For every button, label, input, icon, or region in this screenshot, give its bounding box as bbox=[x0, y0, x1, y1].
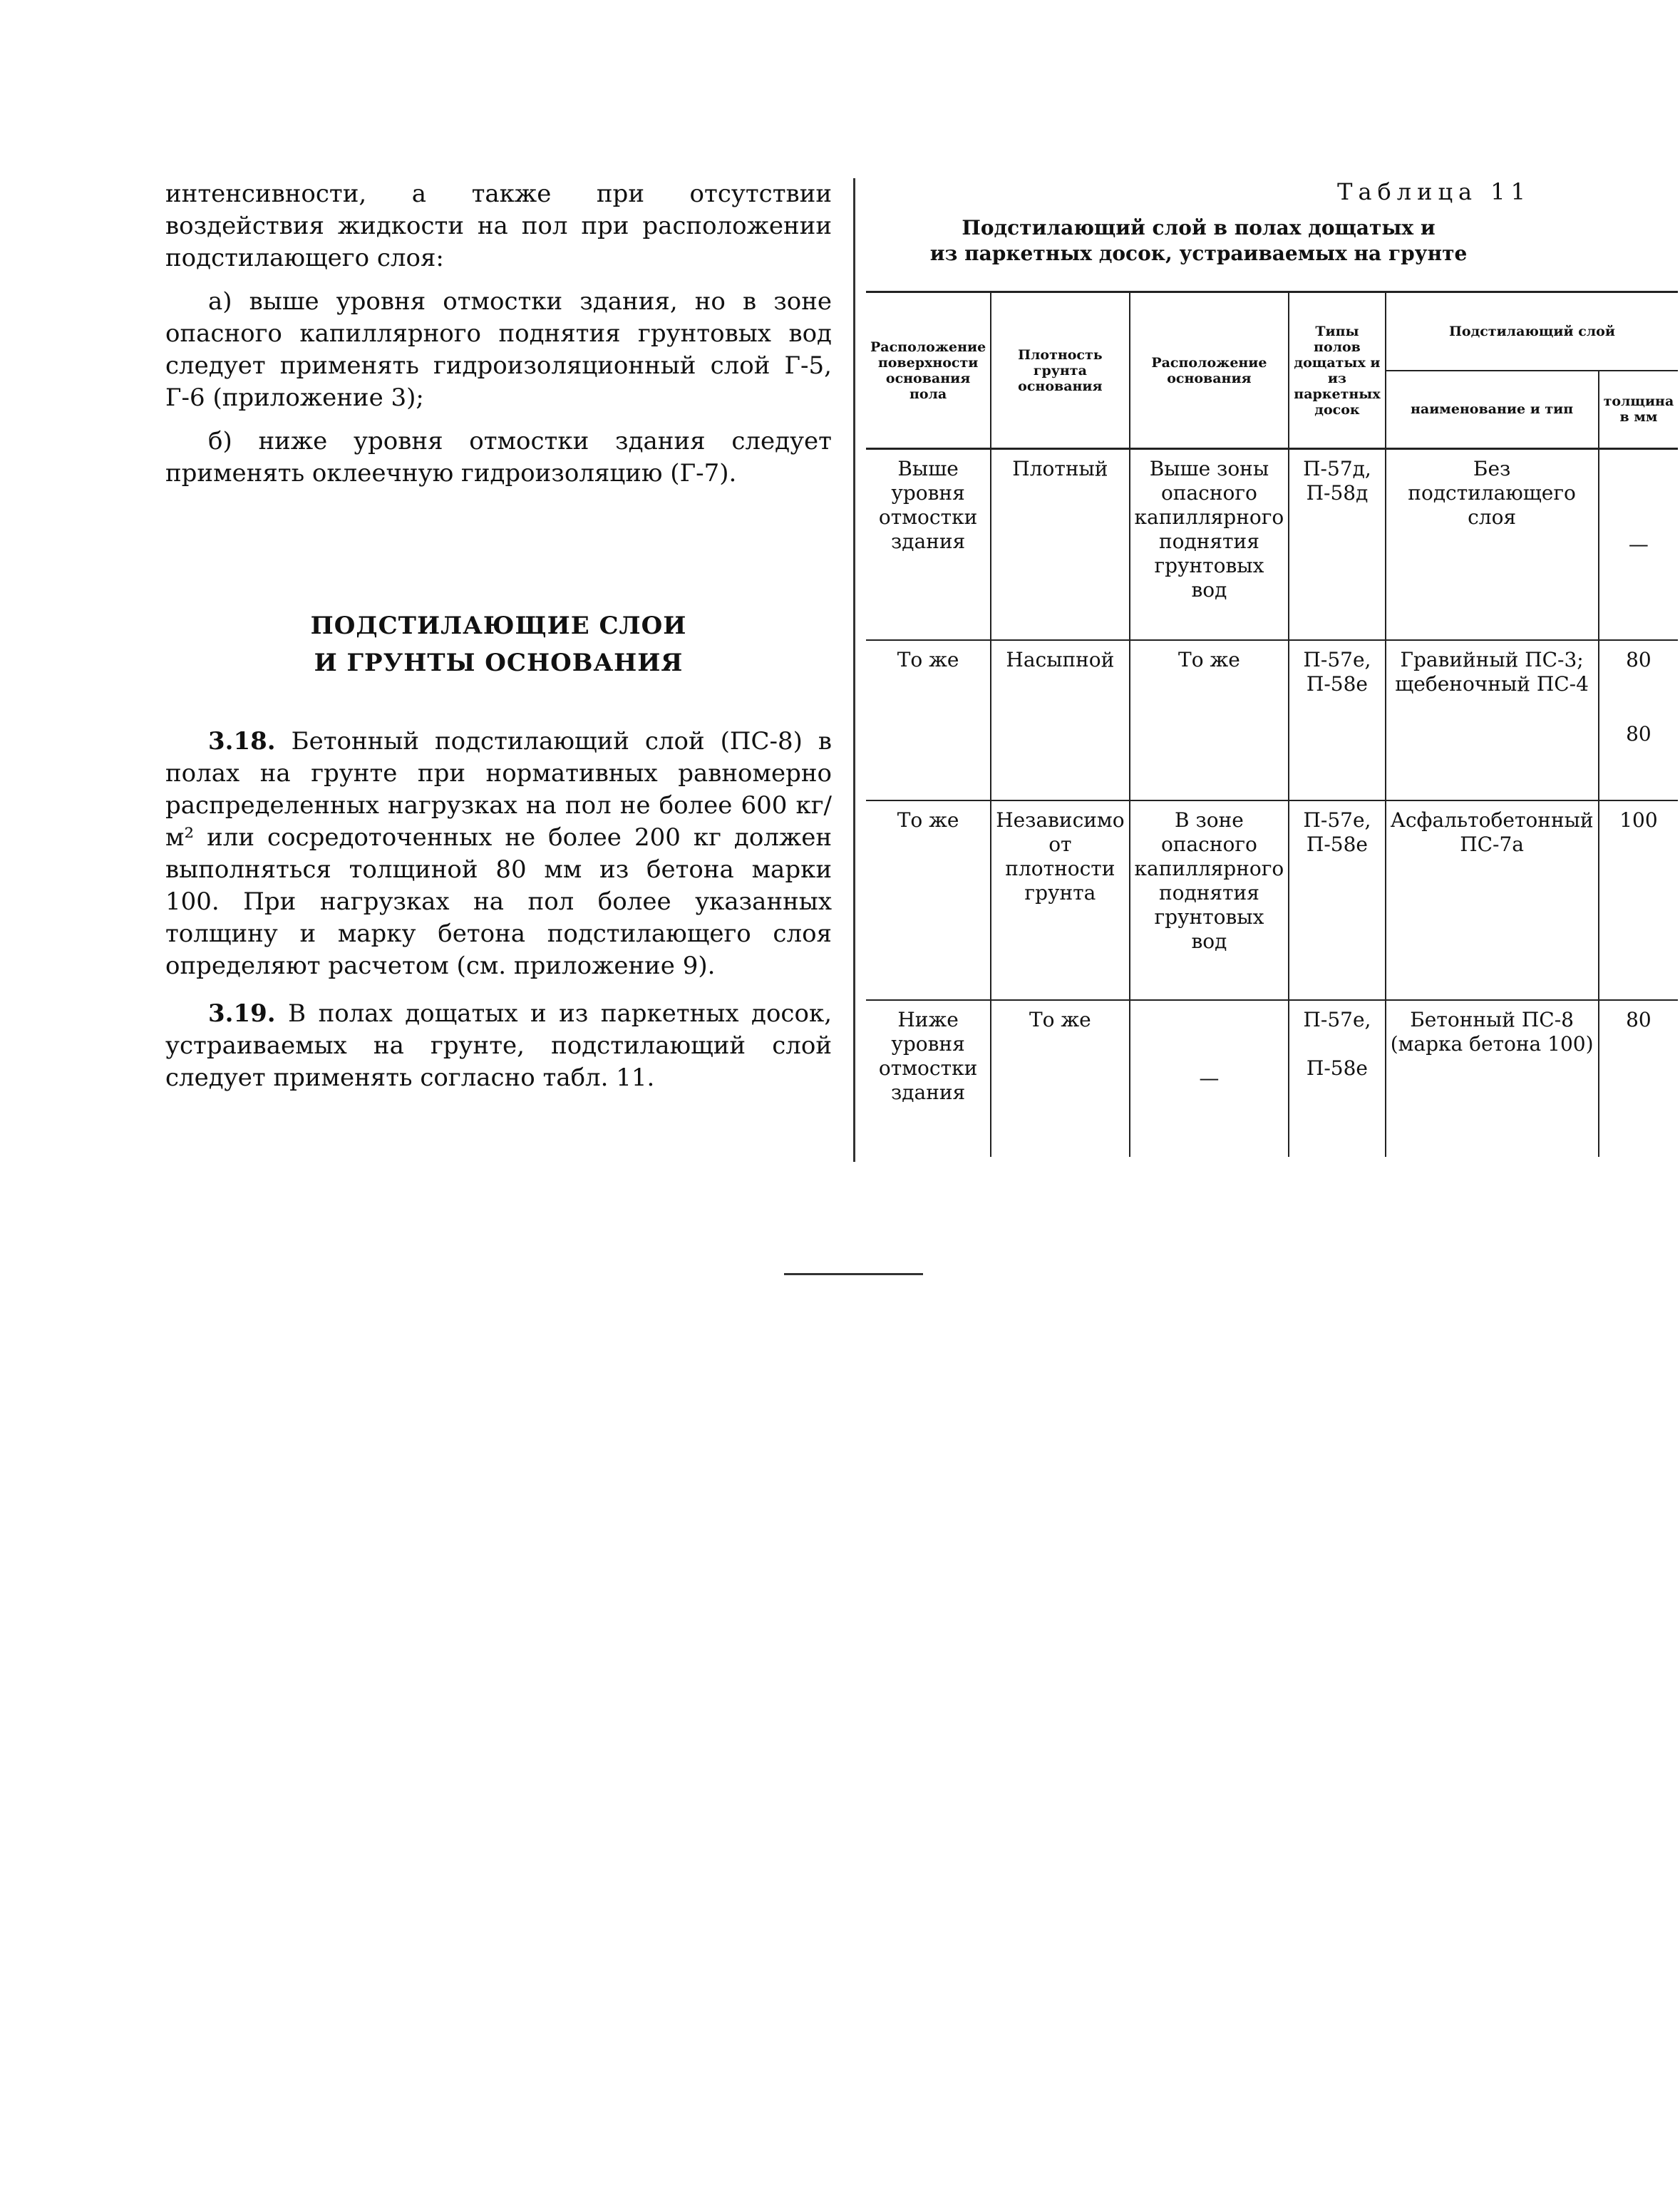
table-row bbox=[866, 449, 1678, 640]
cell-r2-type-1: П-57е, bbox=[1303, 647, 1371, 671]
cell-r3-surface: То же bbox=[866, 800, 991, 1000]
header-underlayer: Подстилающий слой bbox=[1386, 292, 1679, 371]
paragraph-a: а) выше уровня отмостки здания, но в зоне опасного капиллярного поднятия грунтовых вод следует применять гидроизоляционный слой Г-5, Г-6 (приложение 3); bbox=[165, 287, 832, 412]
cell-r3-base: В зоне опасного капиллярного поднятия грунтовых вод bbox=[1130, 800, 1289, 1000]
cell-r2-name-2: щебеночный ПС-4 bbox=[1395, 671, 1589, 696]
paragraph-b: б) ниже уровня отмостки здания следует применять оклеечную гидроизоляцию (Г-7). bbox=[165, 427, 832, 488]
cell-r2-type-2: П-58е bbox=[1306, 671, 1368, 696]
table-number: Таблица 11 bbox=[1337, 178, 1531, 205]
clause-3-19-text: В полах дощатых и из паркетных досок, устраиваемых на грунте, подстилающий слой следует применять согласно табл. 11. bbox=[165, 999, 832, 1092]
header-floor-types: Типы полов дощатых и из паркетных досок bbox=[1289, 292, 1385, 449]
cell-r3-type-1: П-57е, bbox=[1303, 808, 1371, 832]
table-row bbox=[866, 800, 1678, 1000]
cell-r2-thickness bbox=[1599, 640, 1679, 800]
cell-r1-thickness: — bbox=[1599, 449, 1679, 640]
cell-r2-surface: То же bbox=[866, 640, 991, 800]
header-soil-density: Плотность грунта основания bbox=[991, 292, 1129, 449]
cell-r3-density: Независимо от плотности грунта bbox=[991, 800, 1129, 1000]
cell-r2-types bbox=[1289, 640, 1385, 800]
cell-r1-surface: Выше уровня отмостки здания bbox=[866, 449, 991, 640]
cell-r2-thickness-1: 80 bbox=[1626, 647, 1651, 671]
cell-r2-thickness-2: 80 bbox=[1626, 721, 1651, 746]
clause-3-18 bbox=[165, 726, 832, 982]
cell-r4-name: Бетонный ПС-8 (марка бетона 100) bbox=[1386, 1000, 1599, 1157]
cell-r4-type-2: П-58е bbox=[1306, 1056, 1368, 1080]
cell-r1-type-2: П-58д bbox=[1306, 481, 1369, 505]
table-row bbox=[866, 1000, 1678, 1157]
cell-r4-type-1: П-57е, bbox=[1303, 1007, 1371, 1031]
cell-r2-base: То же bbox=[1130, 640, 1289, 800]
header-underlayer-name: наименование и тип bbox=[1386, 371, 1599, 449]
cell-r3-type-2: П-58е bbox=[1306, 832, 1368, 856]
cell-r2-density: Насыпной bbox=[991, 640, 1129, 800]
section-heading-line1: ПОДСТИЛАЮЩИЕ СЛОИ bbox=[310, 612, 687, 640]
cell-r1-base: Выше зоны опасного капиллярного поднятия грунтовых вод bbox=[1130, 449, 1289, 640]
cell-r4-density: То же bbox=[991, 1000, 1129, 1157]
cell-r3-types bbox=[1289, 800, 1385, 1000]
left-column bbox=[165, 178, 832, 1094]
right-column bbox=[853, 178, 1674, 1162]
cell-r2-name bbox=[1386, 640, 1599, 800]
table-title-line2: из паркетных досок, устраиваемых на грунте bbox=[929, 242, 1468, 265]
cell-r4-thickness: 80 bbox=[1599, 1000, 1679, 1157]
table-row bbox=[866, 640, 1678, 800]
clause-3-19 bbox=[165, 998, 832, 1094]
clause-3-18-text: Бетонный подстилающий слой (ПС-8) в полах на грунте при нормативных равномерно распределенных нагрузках на пол не более 600 кг/м² или сосредоточенных не более 200 кг должен выполняться толщиной 80 мм из бетона марки 100. При нагрузках на пол более указанных толщину и марку бетона подстилающего слоя определяют расчетом (см. приложение 9). bbox=[165, 727, 833, 980]
header-underlayer-thickness: толщина в мм bbox=[1599, 371, 1679, 449]
cell-r1-type-1: П-57д, bbox=[1303, 457, 1371, 480]
table-11 bbox=[866, 291, 1678, 1157]
cell-r1-density: Плотный bbox=[991, 449, 1129, 640]
cell-r3-thickness: 100 bbox=[1599, 800, 1679, 1000]
section-heading-line2: И ГРУНТЫ ОСНОВАНИЯ bbox=[314, 649, 684, 677]
table-title-line1: Подстилающий слой в полах дощатых и bbox=[962, 216, 1436, 239]
cell-r1-name: Без подстилающего слоя bbox=[1386, 449, 1599, 640]
cell-r4-base: — bbox=[1130, 1000, 1289, 1157]
table-title bbox=[866, 215, 1531, 267]
cell-r4-types bbox=[1289, 1000, 1385, 1157]
cell-r2-name-1: Гравийный ПС-3; bbox=[1400, 647, 1584, 671]
header-base-location: Расположение основания bbox=[1130, 292, 1289, 449]
cell-r1-types bbox=[1289, 449, 1385, 640]
header-surface-location: Расположение поверхности основания пола bbox=[866, 292, 991, 449]
clause-3-18-number: 3.18. bbox=[208, 727, 276, 756]
cell-r4-surface: Ниже уровня отмостки здания bbox=[866, 1000, 991, 1157]
clause-3-19-number: 3.19. bbox=[208, 999, 276, 1028]
paragraph-intro: интенсивности, а также при отсутствии воздействия жидкости на пол при расположении подстилающего слоя: bbox=[165, 180, 832, 272]
cell-r3-name: Асфальтобетонный ПС-7а bbox=[1386, 800, 1599, 1000]
page-end-divider bbox=[784, 1273, 923, 1275]
section-heading bbox=[165, 607, 832, 681]
